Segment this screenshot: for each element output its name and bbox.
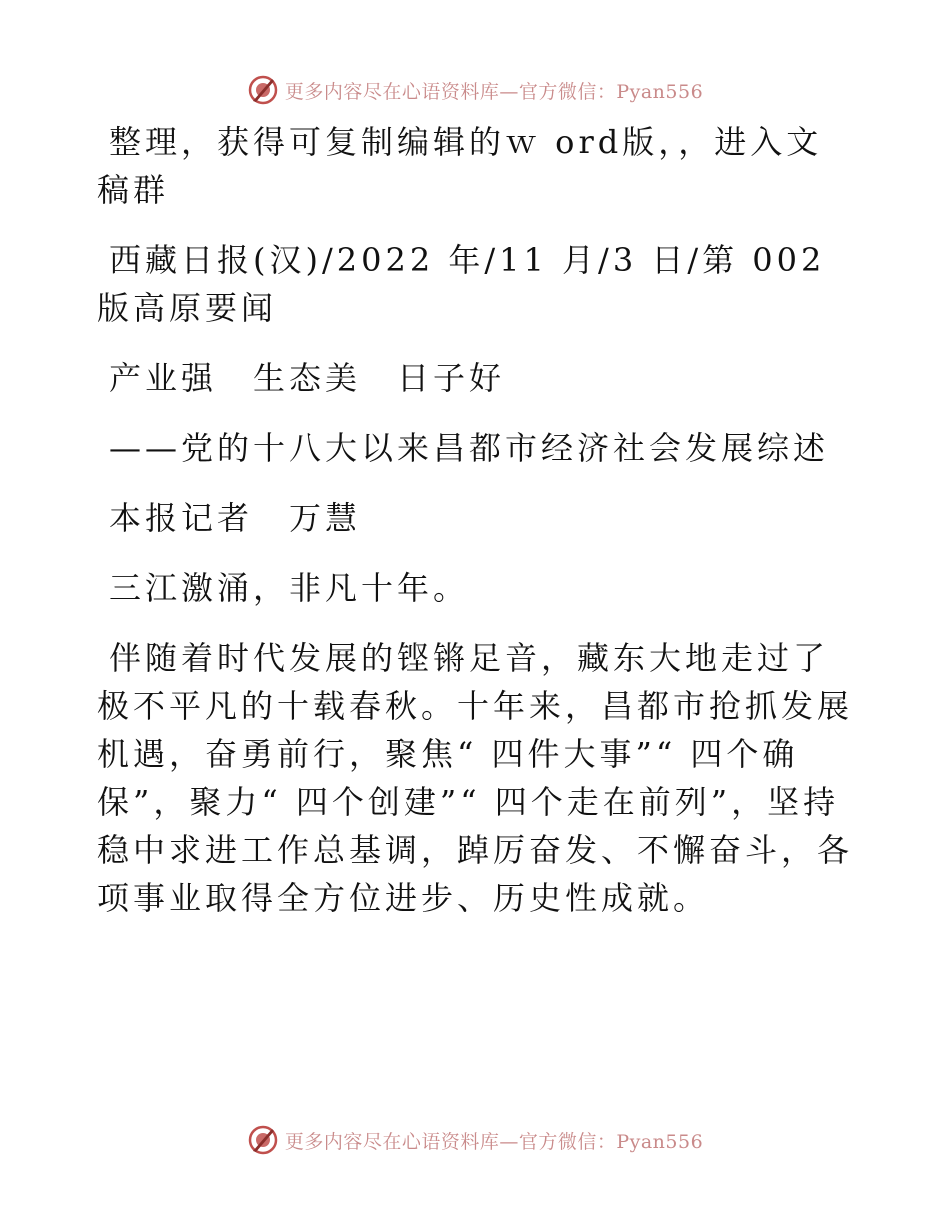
header-watermark [0, 70, 950, 110]
document-body [97, 118, 857, 944]
source-line: 西藏日报(汉)/2022 年/11 月/3 日/第 002 版高原要闻 [97, 241, 826, 327]
lead-sentence: 三江激涌，非凡十年。 [109, 569, 470, 607]
quill-logo-icon [247, 1124, 279, 1156]
quill-logo-icon [247, 74, 279, 106]
article-title: 产业强 生态美 日子好 [109, 359, 506, 397]
watermark-text: 更多内容尽在心语资料库—官方微信：Pyan556 [284, 1130, 704, 1153]
watermark-text: 更多内容尽在心语资料库—官方微信：Pyan556 [284, 80, 704, 103]
intro-paragraph: 整理，获得可复制编辑的ｗ ord版，，进入文稿群 [97, 123, 823, 209]
body-paragraph: 伴随着时代发展的铿锵足音，藏东大地走过了极不平凡的十载春秋。十年来，昌都市抢抓发展机遇，奋勇前行，聚焦“ 四件大事”“ 四个确保”，聚力“ 四个创建”“ 四个走在前列”，坚持稳中求进工作总基调，踔厉奋发、不懈奋斗，各项事业取得全方位进步、历史性成就。 [97, 639, 854, 917]
article-subtitle: ——党的十八大以来昌都市经济社会发展综述 [109, 429, 830, 467]
byline: 本报记者 万慧 [109, 499, 362, 537]
footer-watermark [0, 1120, 950, 1160]
